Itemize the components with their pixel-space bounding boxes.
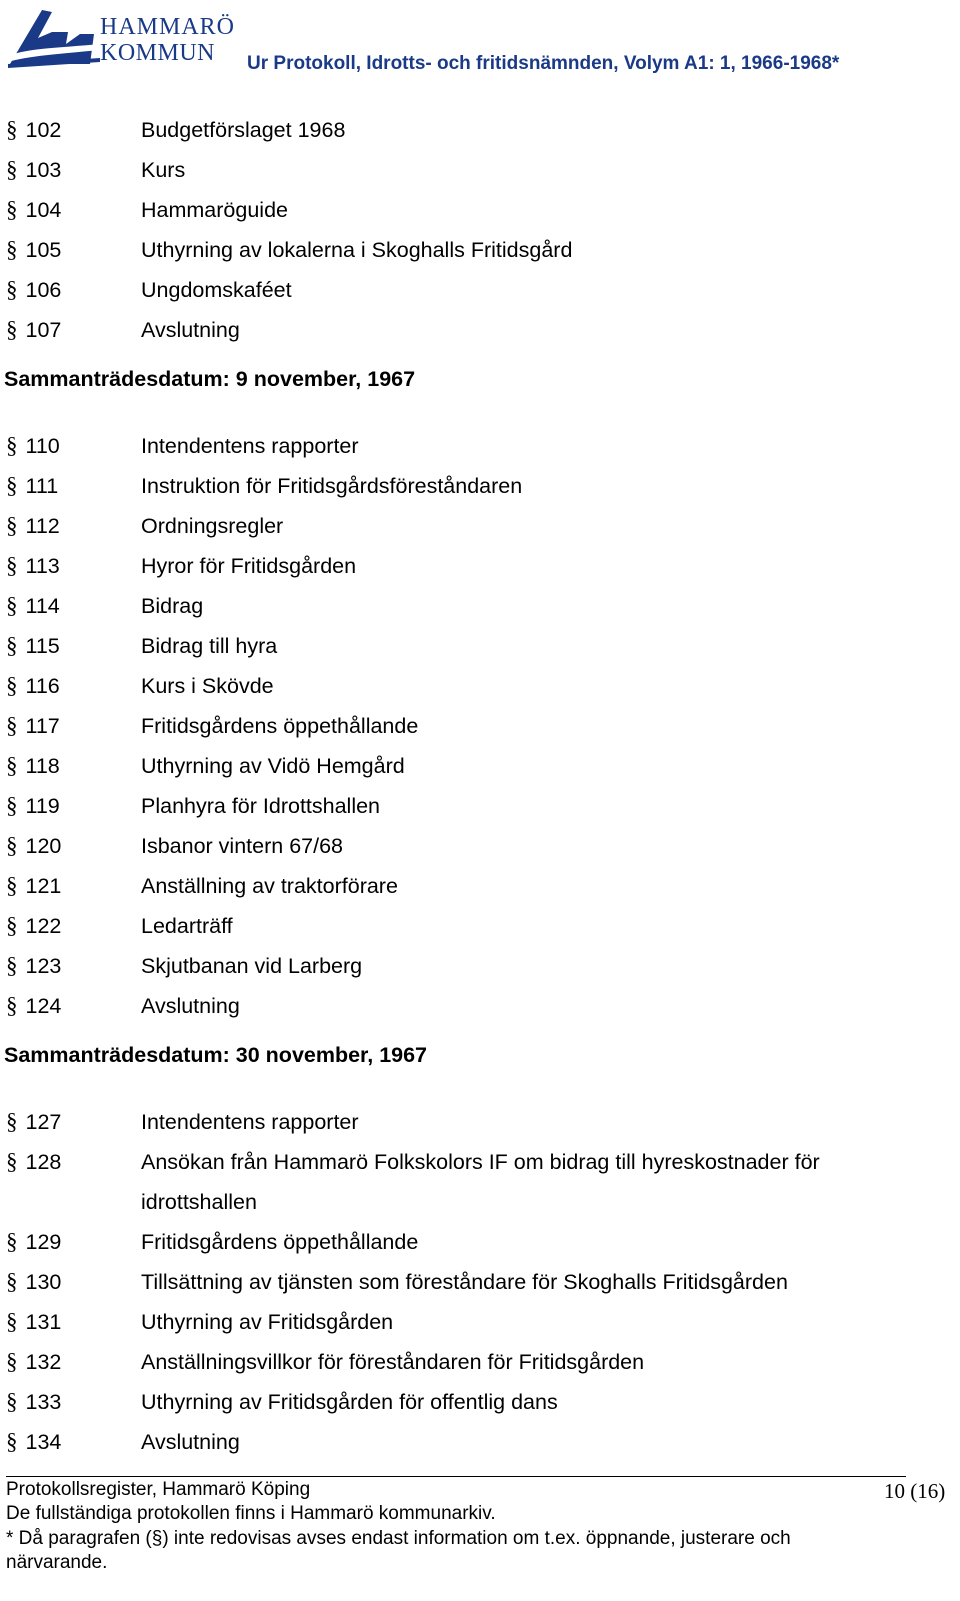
paragraph-number: § 113 [6, 553, 60, 578]
section-sign: § [6, 833, 18, 858]
list-item [0, 1422, 940, 1462]
page-header [0, 0, 960, 90]
list-item [0, 746, 940, 786]
list-item [0, 866, 940, 906]
paragraph-topic: Ansökan från Hammarö Folkskolors IF om bidrag till hyreskostnader för idrottshallen [141, 1150, 820, 1214]
list-item [0, 1302, 940, 1342]
list-item [0, 1262, 940, 1302]
paragraph-topic: Fritidsgårdens öppethållande [141, 714, 419, 738]
paragraph-number: § 110 [6, 433, 60, 458]
list-item [0, 150, 940, 190]
paragraph-topic: Ungdomskaféet [141, 278, 292, 302]
paragraph-topic: Isbanor vintern 67/68 [141, 834, 343, 858]
section-sign: § [6, 673, 18, 698]
paragraph-topic: Avslutning [141, 318, 240, 342]
paragraph-number: § 118 [6, 753, 60, 778]
paragraph-topic: Ordningsregler [141, 514, 284, 538]
paragraph-number: § 115 [6, 633, 60, 658]
paragraph-number: § 123 [6, 953, 62, 978]
section-sign: § [6, 1309, 18, 1334]
paragraph-topic: Hammaröguide [141, 198, 288, 222]
paragraph-topic: Hyror för Fritidsgården [141, 554, 357, 578]
paragraph-number: § 124 [6, 993, 62, 1018]
list-item [0, 1142, 940, 1222]
paragraph-topic: Fritidsgårdens öppethållande [141, 1230, 419, 1254]
logo-wordmark [100, 14, 235, 66]
session-date-heading: Sammanträdesdatum: 9 november, 1967 [4, 367, 416, 391]
paragraph-topic: Anställning av traktorförare [141, 874, 398, 898]
paragraph-topic: Intendentens rapporter [141, 434, 359, 458]
list-item [0, 666, 940, 706]
paragraph-topic: Budgetförslaget 1968 [141, 118, 346, 142]
list-item [0, 546, 940, 586]
list-item [0, 586, 940, 626]
footer-asterisk-note: * Då paragrafen (§) inte redovisas avses endast information om t.ex. öppnande, justerare och närvarande. [6, 1528, 791, 1573]
paragraph-number: § 107 [6, 317, 62, 342]
section-sign: § [6, 317, 18, 342]
footer-divider [6, 1476, 906, 1477]
section-sign: § [6, 713, 18, 738]
paragraph-number: § 103 [6, 157, 62, 182]
paragraph-topic: Skjutbanan vid Larberg [141, 954, 363, 978]
paragraph-topic: Bidrag till hyra [141, 634, 278, 658]
paragraph-number: § 122 [6, 913, 62, 938]
list-item [0, 1222, 940, 1262]
section-sign: § [6, 793, 18, 818]
paragraph-number: § 129 [6, 1229, 62, 1254]
section-sign: § [6, 197, 18, 222]
paragraph-number: § 130 [6, 1269, 62, 1294]
paragraph-number: § 112 [6, 513, 60, 538]
paragraph-topic: Uthyrning av Fritidsgården för offentlig dans [141, 1390, 558, 1414]
footer-register: Protokollsregister, Hammarö Köping [6, 1479, 311, 1500]
list-item [0, 110, 940, 150]
paragraph-number: § 102 [6, 117, 62, 142]
group-2 [0, 426, 940, 1026]
list-item [0, 906, 940, 946]
paragraph-topic: Intendentens rapporter [141, 1110, 359, 1134]
list-item [0, 270, 940, 310]
section-sign: § [6, 553, 18, 578]
list-item [0, 946, 940, 986]
paragraph-number: § 117 [6, 713, 60, 738]
list-item [0, 986, 940, 1026]
section-sign: § [6, 473, 18, 498]
list-item [0, 786, 940, 826]
section-sign: § [6, 157, 18, 182]
paragraph-number: § 133 [6, 1389, 62, 1414]
paragraph-topic: Ledarträff [141, 914, 233, 938]
list-item [0, 426, 940, 466]
list-item [0, 230, 940, 270]
paragraph-number: § 121 [6, 873, 62, 898]
paragraph-number: § 114 [6, 593, 60, 618]
page-number: 10 (16) [884, 1479, 946, 1503]
paragraph-number: § 106 [6, 277, 62, 302]
section-sign: § [6, 1149, 18, 1174]
session-heading-wrap [0, 1026, 940, 1102]
paragraph-number: § 116 [6, 673, 60, 698]
list-item [0, 190, 940, 230]
section-sign: § [6, 1229, 18, 1254]
section-sign: § [6, 873, 18, 898]
logo-line-1: HAMMARÖ [100, 14, 236, 40]
list-item [0, 1102, 940, 1142]
paragraph-number: § 128 [6, 1149, 62, 1174]
session-date-heading: Sammanträdesdatum: 30 november, 1967 [4, 1043, 428, 1067]
section-sign: § [6, 117, 18, 142]
paragraph-number: § 127 [6, 1109, 62, 1134]
list-item [0, 466, 940, 506]
section-sign: § [6, 993, 18, 1018]
session-heading-wrap [0, 350, 940, 426]
section-sign: § [6, 753, 18, 778]
paragraph-topic: Kurs i Skövde [141, 674, 274, 698]
list-item [0, 626, 940, 666]
paragraph-number: § 134 [6, 1429, 62, 1454]
paragraph-number: § 105 [6, 237, 62, 262]
hammaro-kommun-logo [8, 4, 240, 70]
paragraph-topic: Anställningsvillkor för föreståndaren för Fritidsgården [141, 1350, 645, 1374]
list-item [0, 310, 940, 350]
section-sign: § [6, 513, 18, 538]
list-item [0, 1342, 940, 1382]
section-sign: § [6, 633, 18, 658]
document-title: Ur Protokoll, Idrotts- och fritidsnämnden, Volym A1: 1, 1966-1968* [247, 53, 840, 74]
paragraph-number: § 104 [6, 197, 62, 222]
paragraph-topic: Avslutning [141, 1430, 240, 1454]
paragraph-topic: Uthyrning av Fritidsgården [141, 1310, 394, 1334]
paragraph-topic: Tillsättning av tjänsten som föreståndare för Skoghalls Fritidsgården [141, 1270, 788, 1294]
paragraph-topic: Bidrag [141, 594, 204, 618]
paragraph-topic: Uthyrning av Vidö Hemgård [141, 754, 405, 778]
section-sign: § [6, 1429, 18, 1454]
list-item [0, 506, 940, 546]
section-sign: § [6, 953, 18, 978]
logo-line-2: KOMMUN [100, 40, 216, 66]
paragraph-number: § 120 [6, 833, 62, 858]
section-sign: § [6, 1269, 18, 1294]
section-sign: § [6, 1109, 18, 1134]
group-3 [0, 1102, 940, 1462]
section-sign: § [6, 913, 18, 938]
list-item [0, 826, 940, 866]
section-sign: § [6, 237, 18, 262]
paragraph-topic: Instruktion för Fritidsgårdsföreståndaren [141, 474, 523, 498]
paragraph-topic: Avslutning [141, 994, 240, 1018]
footer-archive-note: De fullständiga protokollen finns i Hammarö kommunarkiv. [6, 1503, 496, 1524]
group-1 [0, 110, 940, 350]
paragraph-topic: Kurs [141, 158, 186, 182]
paragraph-topic: Planhyra för Idrottshallen [141, 794, 381, 818]
section-sign: § [6, 1349, 18, 1374]
protocol-index [0, 110, 940, 1462]
list-item [0, 1382, 940, 1422]
paragraph-number: § 119 [6, 793, 60, 818]
section-sign: § [6, 593, 18, 618]
paragraph-number: § 132 [6, 1349, 62, 1374]
section-sign: § [6, 1389, 18, 1414]
section-sign: § [6, 277, 18, 302]
logo-emblem-icon [8, 4, 100, 70]
paragraph-number: § 111 [6, 473, 59, 498]
paragraph-number: § 131 [6, 1309, 62, 1334]
section-sign: § [6, 433, 18, 458]
list-item [0, 706, 940, 746]
paragraph-topic: Uthyrning av lokalerna i Skoghalls Fritidsgård [141, 238, 573, 262]
